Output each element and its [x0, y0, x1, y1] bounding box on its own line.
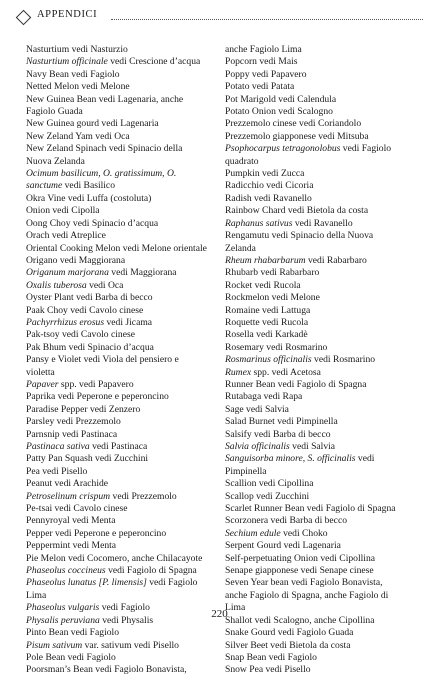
entry-latin-name: Petroselinum crispum — [26, 490, 111, 502]
entry-text: vedi Ravanello — [292, 217, 353, 229]
index-entry — [26, 205, 226, 217]
index-entry — [225, 466, 425, 478]
index-entry — [225, 429, 425, 441]
index-entry — [225, 577, 425, 589]
index-entry — [225, 56, 425, 68]
index-entry — [225, 267, 425, 279]
index-entry — [26, 230, 226, 242]
index-entry — [225, 565, 425, 577]
index-entry — [26, 69, 226, 81]
entry-text: vedi Oca — [86, 279, 124, 291]
entry-text: Roquette vedi Rucola — [225, 316, 309, 328]
index-entry — [26, 453, 226, 465]
index-entry — [225, 391, 425, 403]
index-entry — [26, 193, 226, 205]
entry-text: Fagiolo Guada — [26, 106, 83, 118]
entry-latin-name: Nasturtium officinale — [26, 56, 108, 68]
entry-latin-name: Pisum sativum — [26, 639, 83, 651]
entry-text: New Guinea Bean vedi Lagenaria, anche — [26, 93, 184, 105]
entry-text: Pumpkin vedi Zucca — [225, 168, 305, 180]
entry-text: vedi Fagiolo di Spagna — [105, 565, 197, 577]
index-entry — [225, 528, 425, 540]
entry-latin-name: Phaseolus coccineus — [26, 565, 106, 577]
index-entry — [225, 106, 425, 118]
entry-text: Okra Vine vedi Luffa (costoluta) — [26, 192, 152, 204]
entry-text: Netted Melon vedi Melone — [26, 81, 130, 93]
section-title: APPENDICI — [37, 9, 98, 20]
entry-latin-name: Rumex — [225, 366, 252, 378]
index-entry — [225, 193, 425, 205]
entry-text: Pennyroyal vedi Menta — [26, 515, 116, 527]
entry-text: Salsify vedi Barba di becco — [225, 428, 331, 440]
entry-text: Scallop vedi Zucchini — [225, 490, 310, 502]
index-entry — [225, 280, 425, 292]
page-number: 220 — [211, 608, 228, 620]
index-entry — [26, 429, 226, 441]
entry-text: Serpent Gourd vedi Lagenaria — [225, 540, 341, 552]
index-entry — [26, 478, 226, 490]
entry-text: Rocket vedi Rucola — [225, 279, 301, 291]
entry-text: Senape giapponese vedi Senape cinese — [225, 565, 374, 577]
entry-text: spp. vedi Papavero — [58, 378, 134, 390]
entry-text: Onion vedi Cipolla — [26, 205, 100, 217]
entry-text: Orach vedi Atreplice — [26, 230, 106, 242]
entry-text: Pie Melon vedi Cocomero, anche Chilacayote — [26, 552, 203, 564]
entry-latin-name: Pastinaca sativa — [26, 441, 90, 452]
entry-text: vedi Fagiolo — [146, 577, 198, 589]
index-entry — [225, 143, 425, 155]
entry-text: Rosemary vedi Rosmarino — [225, 341, 328, 353]
index-entry — [26, 305, 226, 317]
entry-latin-name: sanctume — [26, 180, 63, 192]
index-entry — [26, 590, 226, 602]
entry-text: Snake Gourd vedi Fagiolo Guada — [225, 627, 354, 639]
entry-text: Radish vedi Ravanello — [225, 192, 312, 204]
entry-latin-name: Raphanus sativus — [225, 217, 293, 229]
entry-text: Pansy e Violet vedi Viola del pensiero e — [26, 354, 179, 366]
index-entry — [26, 540, 226, 552]
entry-text: Pepper vedi Peperone e peperoncino — [26, 527, 167, 539]
entry-text: Oyster Plant vedi Barba di becco — [26, 292, 153, 304]
index-entry — [225, 342, 425, 354]
entry-text: New Zeland Yam vedi Oca — [26, 130, 130, 142]
index-entry — [225, 627, 425, 639]
entry-latin-name: Phaseolus vulgaris — [26, 602, 100, 614]
entry-text: Origano vedi Maggiorana — [26, 254, 126, 266]
entry-text: Potato Onion vedi Scalogno — [225, 106, 333, 118]
index-entry — [225, 180, 425, 192]
entry-text: Oong Choy vedi Spinacio d’acqua — [26, 217, 159, 229]
index-entry — [225, 317, 425, 329]
index-entry — [26, 354, 226, 366]
index-entry — [225, 168, 425, 180]
entry-text: Romaine vedi Lattuga — [225, 304, 311, 316]
index-entry — [26, 528, 226, 540]
index-entry — [26, 131, 226, 143]
index-entry — [225, 515, 425, 527]
index-entry — [26, 577, 226, 589]
index-entry — [26, 515, 226, 527]
index-entry — [225, 441, 425, 453]
index-entry — [225, 491, 425, 503]
index-entry — [26, 664, 226, 676]
index-entry — [225, 553, 425, 565]
index-entry — [225, 94, 425, 106]
entry-text: Pimpinella — [225, 465, 267, 477]
entry-text: Poorsman’s Bean vedi Fagiolo Bonavista, — [26, 664, 187, 676]
index-entry — [26, 404, 226, 416]
index-column-right — [225, 44, 425, 677]
index-entry — [225, 81, 425, 93]
entry-text: Popcorn vedi Mais — [225, 56, 298, 68]
running-header — [18, 9, 423, 25]
entry-text: Rengamutu vedi Spinacio della Nuova — [225, 230, 374, 242]
index-entry — [26, 143, 226, 155]
index-entry — [26, 627, 226, 639]
index-entry — [225, 44, 425, 56]
entry-latin-name: Psophocarpus tetragonolobus — [225, 143, 341, 155]
entry-latin-name: Physalis peruviana — [26, 614, 100, 626]
entry-text: Poppy vedi Papavero — [225, 68, 307, 80]
index-entry — [225, 230, 425, 242]
entry-text: vedi Pastinaca — [89, 441, 148, 452]
entry-latin-name: Sechium edule — [225, 527, 281, 539]
entry-latin-name: Ocimum basilicum, O. gratissimum, O. — [26, 168, 177, 180]
entry-text: Oriental Cooking Melon vedi Melone orientale — [26, 242, 207, 254]
entry-text: vedi Rosmarino — [311, 354, 376, 366]
entry-text: vedi Maggiorana — [108, 267, 177, 279]
index-entry — [225, 453, 425, 465]
entry-text: vedi Basilico — [62, 180, 115, 192]
index-entry — [26, 441, 226, 453]
entry-text: Runner Bean vedi Fagiolo di Spagna — [225, 378, 367, 390]
entry-text: vedi Physalis — [99, 614, 154, 626]
index-entry — [225, 590, 425, 602]
entry-text: New Guinea gourd vedi Lagenaria — [26, 118, 159, 130]
entry-text: Prezzemolo cinese vedi Coriandolo — [225, 118, 362, 130]
index-entry — [26, 416, 226, 428]
entry-text: Parsley vedi Prezzemolo — [26, 416, 121, 428]
index-entry — [26, 267, 226, 279]
entry-text: Paradise Pepper vedi Zenzero — [26, 403, 141, 415]
entry-text: vedi Fagiolo — [340, 143, 392, 155]
index-entry — [26, 156, 226, 168]
entry-text: Prezzemolo giapponese vedi Mitsuba — [225, 130, 369, 142]
index-entry — [225, 329, 425, 341]
index-entry — [26, 491, 226, 503]
entry-latin-name: Sanguisorba minore, S. officinalis — [225, 453, 356, 465]
index-entry — [26, 218, 226, 230]
entry-text: Silver Beet vedi Bietola da costa — [225, 639, 351, 651]
entry-text: Navy Bean vedi Fagiolo — [26, 68, 120, 80]
index-entry — [225, 131, 425, 143]
entry-text: Pinto Bean vedi Fagiolo — [26, 627, 120, 639]
index-entry — [26, 94, 226, 106]
index-entry — [225, 404, 425, 416]
index-entry — [26, 56, 226, 68]
index-entry — [26, 367, 226, 379]
entry-text: Rhubarb vedi Rabarbaro — [225, 267, 320, 279]
entry-text: vedi Prezzemolo — [110, 490, 177, 502]
entry-text: Rosella vedi Karkadè — [225, 329, 308, 341]
index-entry — [26, 652, 226, 664]
index-entry — [26, 329, 226, 341]
entry-text: Scarlet Runner Bean vedi Fagiolo di Spagna — [225, 503, 396, 515]
index-entry — [26, 391, 226, 403]
entry-text: spp. vedi Acetosa — [251, 366, 321, 378]
entry-text: Sage vedi Salvia — [225, 403, 289, 415]
index-entry — [26, 292, 226, 304]
index-entry — [225, 478, 425, 490]
index-entry — [225, 255, 425, 267]
diamond-icon — [16, 10, 32, 26]
entry-text: vedi Fagiolo — [99, 602, 150, 614]
dotted-rule — [111, 19, 423, 20]
index-entry — [26, 640, 226, 652]
entry-text: Pole Bean vedi Fagiolo — [26, 651, 116, 663]
index-entry — [26, 503, 226, 515]
entry-latin-name: Rheum rhabarbarum — [225, 254, 306, 266]
index-entry — [225, 156, 425, 168]
entry-text: Nasturtium vedi Nasturzio — [26, 44, 128, 55]
entry-latin-name: Phaseolus lunatus [P. limensis] — [26, 577, 147, 589]
entry-text: Peanut vedi Arachide — [26, 478, 109, 490]
index-entry — [225, 205, 425, 217]
index-entry — [225, 292, 425, 304]
index-entry — [26, 168, 226, 180]
entry-text: Pak-tsoy vedi Cavolo cinese — [26, 329, 135, 341]
index-entry — [26, 342, 226, 354]
entry-text: Pot Marigold vedi Calendula — [225, 93, 337, 105]
entry-text: var. sativum vedi Pisello — [82, 639, 179, 651]
entry-text: Scallion vedi Cipollina — [225, 478, 314, 490]
index-entry — [225, 379, 425, 391]
index-entry — [225, 652, 425, 664]
entry-text: Nuova Zelanda — [26, 155, 85, 167]
entry-text: vedi Choko — [280, 527, 328, 539]
entry-text: Parnsnip vedi Pastinaca — [26, 428, 118, 440]
index-entry — [26, 255, 226, 267]
index-entry — [26, 180, 226, 192]
index-entry — [26, 317, 226, 329]
entry-text: Lima — [225, 602, 246, 614]
entry-text: Paprika vedi Peperone e peperoncino — [26, 391, 169, 403]
entry-text: Rainbow Chard vedi Bietola da costa — [225, 205, 369, 217]
index-entry — [225, 354, 425, 366]
entry-latin-name: Oxalis tuberosa — [26, 279, 87, 291]
index-entry — [225, 664, 425, 676]
entry-text: Rockmelon vedi Melone — [225, 292, 320, 304]
index-entry — [26, 379, 226, 391]
entry-text: Lima — [26, 589, 47, 601]
entry-text: Patty Pan Squash vedi Zucchini — [26, 453, 149, 465]
entry-text: New Zeland Spinach vedi Spinacio della — [26, 143, 183, 155]
index-entry — [225, 640, 425, 652]
index-entry — [225, 305, 425, 317]
index-entry — [225, 416, 425, 428]
entry-text: Pak Bhum vedi Spinacio d’acqua — [26, 341, 154, 353]
index-entry — [26, 81, 226, 93]
index-entry — [225, 243, 425, 255]
entry-text: vedi Rabarbaro — [305, 254, 367, 266]
entry-latin-name: Origanum marjorana — [26, 267, 109, 279]
entry-text: vedi Crescione d’acqua — [107, 56, 201, 68]
entry-text: anche Fagiolo di Spagna, anche Fagiolo di — [225, 589, 389, 601]
entry-text: quadrato — [225, 155, 259, 167]
entry-latin-name: Rosmarinus officinalis — [225, 354, 312, 366]
index-entry — [26, 553, 226, 565]
entry-text: Paak Choy vedi Cavolo cinese — [26, 304, 144, 316]
index-entry — [26, 565, 226, 577]
index-entry — [225, 218, 425, 230]
entry-latin-name: Papaver — [26, 378, 59, 390]
index-entry — [26, 106, 226, 118]
entry-text: vedi — [355, 453, 375, 465]
index-entry — [225, 540, 425, 552]
entry-text: vedi Salvia — [289, 441, 336, 452]
index-entry — [26, 44, 226, 56]
entry-text: anche Fagiolo Lima — [225, 44, 302, 55]
entry-text: Potato vedi Patata — [225, 81, 295, 93]
index-entry — [225, 69, 425, 81]
index-entry — [225, 367, 425, 379]
entry-text: Shallot vedi Scalogno, anche Cipollina — [225, 614, 375, 626]
entry-latin-name: Pachyrrhizus erosus — [26, 316, 105, 328]
entry-text: Snow Pea vedi Pisello — [225, 664, 311, 676]
index-entry — [225, 503, 425, 515]
entry-text: Pea vedi Pisello — [26, 465, 88, 477]
entry-text: Pe-tsai vedi Cavolo cinese — [26, 503, 128, 515]
entry-text: Scorzonera vedi Barba di becco — [225, 515, 347, 527]
entry-text: Self-perpetuating Onion vedi Cipollina — [225, 552, 376, 564]
entry-text: violetta — [26, 366, 55, 378]
entry-latin-name: Salvia officinalis — [225, 441, 290, 452]
entry-text: vedi Jicama — [104, 316, 153, 328]
index-entry — [26, 466, 226, 478]
index-entry — [225, 118, 425, 130]
index-entry — [26, 280, 226, 292]
entry-text: Zelanda — [225, 242, 256, 254]
entry-text: Snap Bean vedi Fagiolo — [225, 651, 317, 663]
entry-text: Rutabaga vedi Rapa — [225, 391, 303, 403]
entry-text: Seven Year bean vedi Fagiolo Bonavista, — [225, 577, 383, 589]
index-column-left — [26, 44, 226, 677]
index-entry — [26, 118, 226, 130]
index-entry — [26, 243, 226, 255]
entry-text: Peppermint vedi Menta — [26, 540, 117, 552]
entry-text: Radicchio vedi Cicoria — [225, 180, 314, 192]
entry-text: Salad Burnet vedi Pimpinella — [225, 416, 338, 428]
